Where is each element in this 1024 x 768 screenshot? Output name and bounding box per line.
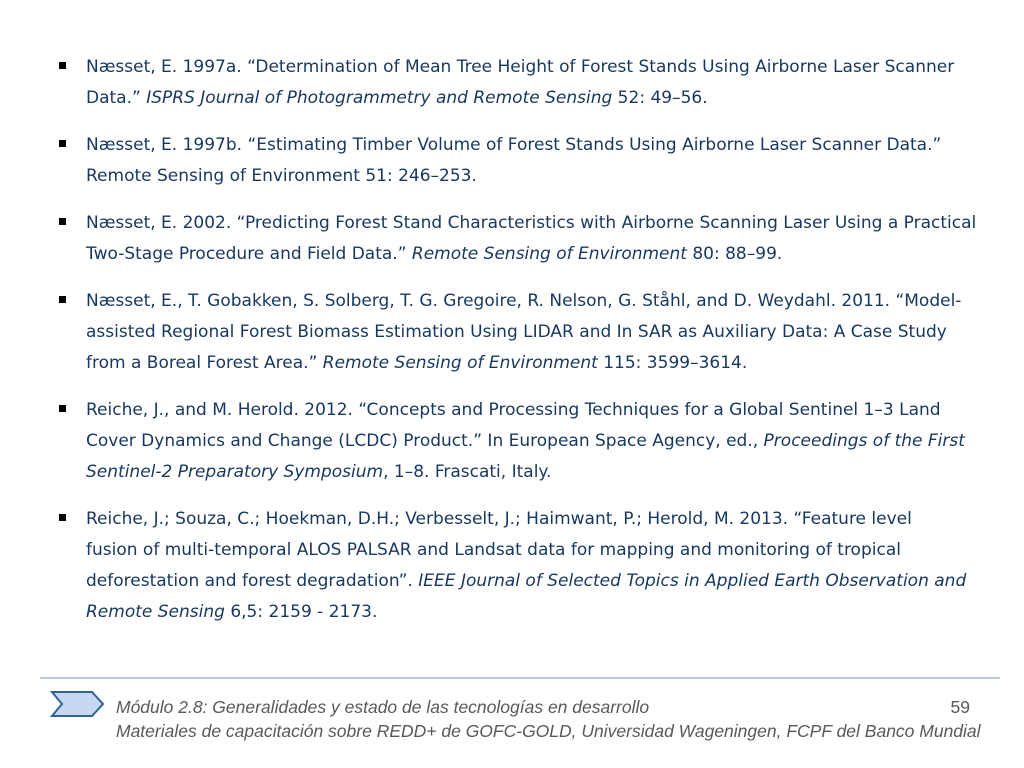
reference-line [86,395,1024,426]
reference-text: 115: 3599–3614. [597,353,748,373]
bullet-square-icon [59,218,66,225]
reference-line [86,130,1024,161]
reference-text: deforestation and forest degradation”. [86,571,419,591]
reference-source-title: Remote Sensing of Environment [411,244,687,264]
reference-text: Remote Sensing of Environment 51: 246–253. [86,166,477,186]
reference-text: Two-Stage Procedure and Field Data.” [86,244,412,264]
reference-line [86,535,1024,566]
reference-item [0,130,1024,192]
page-number: 59 [950,697,970,717]
reference-text: assisted Regional Forest Biomass Estimation Using LIDAR and In SAR as Auxiliary Data: A Case Study [86,322,947,342]
reference-line [86,504,1024,535]
reference-item [0,208,1024,270]
bullet-square-icon [59,62,66,69]
reference-line [86,208,1024,239]
reference-text: , 1–8. Frascati, Italy. [383,462,552,482]
reference-source-title: ISPRS Journal of Photogrammetry and Remote Sensing [146,88,613,108]
reference-line [86,426,1024,457]
reference-item [0,504,1024,628]
reference-source-title: Remote Sensing [86,602,225,622]
reference-line [86,239,1024,270]
reference-text: 52: 49–56. [612,88,708,108]
reference-line [86,317,1024,348]
reference-text: Næsset, E., T. Gobakken, S. Solberg, T. G. Gregoire, R. Nelson, G. Ståhl, and D. Weydahl. 2011. “Model- [86,291,962,311]
bullet-square-icon [59,296,66,303]
reference-text: Cover Dynamics and Change (LCDC) Product.” In European Space Agency, ed., [86,431,764,451]
reference-text: Data.” [86,88,147,108]
reference-text: Næsset, E. 2002. “Predicting Forest Stand Characteristics with Airborne Scanning Laser Using a Practical [86,213,977,233]
reference-line [86,161,1024,192]
bullet-square-icon [59,514,66,521]
bullet-square-icon [59,140,66,147]
reference-line [86,286,1024,317]
bullet-square-icon [59,405,66,412]
reference-text: Reiche, J.; Souza, C.; Hoekman, D.H.; Verbesselt, J.; Haimwant, P.; Herold, M. 2013. “Feature level [86,509,912,529]
reference-source-title: Sentinel-2 Preparatory Symposium [86,462,384,482]
reference-item [0,286,1024,379]
reference-line [86,52,1024,83]
reference-text: Næsset, E. 1997a. “Determination of Mean Tree Height of Forest Stands Using Airborne Laser Scanner [86,57,955,77]
reference-line [86,597,1024,628]
reference-source-title: Remote Sensing of Environment [322,353,598,373]
footer-credits: Materiales de capacitación sobre REDD+ de GOFC-GOLD, Universidad Wageningen, FCPF del Banco Mundial [116,721,981,741]
reference-text: fusion of multi-temporal ALOS PALSAR and Landsat data for mapping and monitoring of tropical [86,540,901,560]
reference-line [86,566,1024,597]
reference-text: 80: 88–99. [686,244,783,264]
reference-list [0,52,1024,644]
reference-text: Næsset, E. 1997b. “Estimating Timber Volume of Forest Stands Using Airborne Laser Scanner Data.” [86,135,942,155]
module-title: Módulo 2.8: Generalidades y estado de las tecnologías en desarrollo [116,697,650,717]
reference-text: from a Boreal Forest Area.” [86,353,323,373]
reference-item [0,395,1024,488]
reference-source-title: IEEE Journal of Selected Topics in Applied Earth Observation and [418,571,967,591]
reference-line [86,457,1024,488]
footer-divider [40,677,1000,679]
reference-line [86,83,1024,114]
reference-item [0,52,1024,114]
reference-line [86,348,1024,379]
reference-source-title: Proceedings of the First [763,431,965,451]
reference-text: Reiche, J., and M. Herold. 2012. “Concepts and Processing Techniques for a Global Sentinel 1–3 Land [86,400,941,420]
chevron-arrow-icon [50,690,106,718]
reference-text: 6,5: 2159 - 2173. [224,602,378,622]
